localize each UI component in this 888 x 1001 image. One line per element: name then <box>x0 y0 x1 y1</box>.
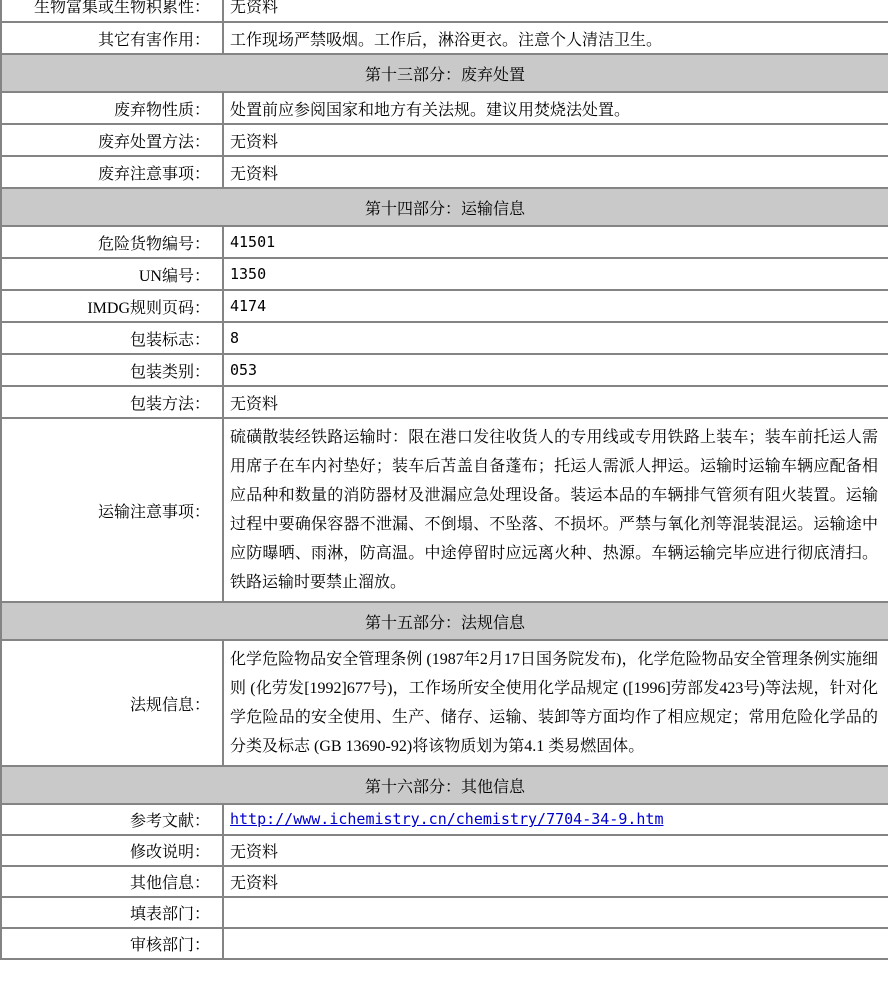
field-label: 其它有害作用： <box>1 22 223 54</box>
row-dangerous-goods-number <box>1 226 888 258</box>
field-label: 废弃物性质： <box>1 92 223 124</box>
row-packing-mark <box>1 322 888 354</box>
field-label: 危险货物编号： <box>1 226 223 258</box>
field-value: 41501 <box>223 226 888 258</box>
section-title: 第十五部分：法规信息 <box>1 602 888 640</box>
row-imdg-page <box>1 290 888 322</box>
section-title: 第十六部分：其他信息 <box>1 766 888 804</box>
field-label: 运输注意事项： <box>1 418 223 602</box>
field-label: 参考文献： <box>1 804 223 835</box>
field-value: 1350 <box>223 258 888 290</box>
field-label: 填表部门： <box>1 897 223 928</box>
field-value: 无资料 <box>223 866 888 897</box>
row-waste-precautions <box>1 156 888 188</box>
row-packing-category <box>1 354 888 386</box>
field-value: 化学危险物品安全管理条例 (1987年2月17日国务院发布)，化学危险物品安全管理条例实施细则 (化劳发[1992]677号)，工作场所安全使用化学品规定 ([1996]劳部发423号)等法规，针对化学危险品的安全使用、生产、储存、运输、装卸等方面均作了相应规定；常用危险化学品的分类及标志 (GB 13690-92)将该物质划为第4.1 类易燃固体。 <box>223 640 888 766</box>
field-label: 包装方法： <box>1 386 223 418</box>
field-label: 废弃注意事项： <box>1 156 223 188</box>
row-waste-nature <box>1 92 888 124</box>
field-label: 废弃处置方法： <box>1 124 223 156</box>
field-value <box>223 928 888 959</box>
row-review-department <box>1 928 888 959</box>
row-references <box>1 804 888 835</box>
field-label: IMDG规则页码： <box>1 290 223 322</box>
row-un-number <box>1 258 888 290</box>
field-value <box>223 897 888 928</box>
field-value: 硫磺散装经铁路运输时：限在港口发往收货人的专用线或专用铁路上装车；装车前托运人需用席子在车内衬垫好；装车后苫盖自备蓬布；托运人需派人押运。运输时运输车辆应配备相应品种和数量的消防器材及泄漏应急处理设备。装运本品的车辆排气管须有阻火装置。运输过程中要确保容器不泄漏、不倒塌、不坠落、不损坏。严禁与氧化剂等混装混运。运输途中应防曝晒、雨淋，防高温。中途停留时应远离火种、热源。车辆运输完毕应进行彻底清扫。铁路运输时要禁止溜放。 <box>223 418 888 602</box>
row-regulatory-info <box>1 640 888 766</box>
row-other-information <box>1 866 888 897</box>
field-value: 4174 <box>223 290 888 322</box>
field-value: 无资料 <box>223 156 888 188</box>
field-label: 包装类别： <box>1 354 223 386</box>
field-value: 无资料 <box>223 835 888 866</box>
row-bioaccumulation <box>1 0 888 22</box>
field-value: 工作现场严禁吸烟。工作后，淋浴更衣。注意个人清洁卫生。 <box>223 22 888 54</box>
row-waste-disposal-method <box>1 124 888 156</box>
row-other-harmful-effects <box>1 22 888 54</box>
field-label: 修改说明： <box>1 835 223 866</box>
field-value: 处置前应参阅国家和地方有关法规。建议用焚烧法处置。 <box>223 92 888 124</box>
field-value: 053 <box>223 354 888 386</box>
row-form-department <box>1 897 888 928</box>
field-label: 包装标志： <box>1 322 223 354</box>
field-value: 无资料 <box>223 386 888 418</box>
row-packing-method <box>1 386 888 418</box>
row-transport-precautions <box>1 418 888 602</box>
field-label: UN编号： <box>1 258 223 290</box>
field-label: 其他信息： <box>1 866 223 897</box>
field-label: 审核部门： <box>1 928 223 959</box>
section-16-other-info <box>1 766 888 804</box>
field-value: 无资料 <box>223 0 888 22</box>
section-title: 第十四部分：运输信息 <box>1 188 888 226</box>
field-label: 生物富集或生物积累性： <box>1 0 223 22</box>
field-value <box>223 804 888 835</box>
row-revision-notes <box>1 835 888 866</box>
reference-link[interactable]: http://www.ichemistry.cn/chemistry/7704-34-9.htm <box>230 810 664 828</box>
section-14-transport-info <box>1 188 888 226</box>
section-13-waste-disposal <box>1 54 888 92</box>
field-value: 无资料 <box>223 124 888 156</box>
section-title: 第十三部分：废弃处置 <box>1 54 888 92</box>
field-label: 法规信息： <box>1 640 223 766</box>
field-value: 8 <box>223 322 888 354</box>
section-15-regulatory-info <box>1 602 888 640</box>
